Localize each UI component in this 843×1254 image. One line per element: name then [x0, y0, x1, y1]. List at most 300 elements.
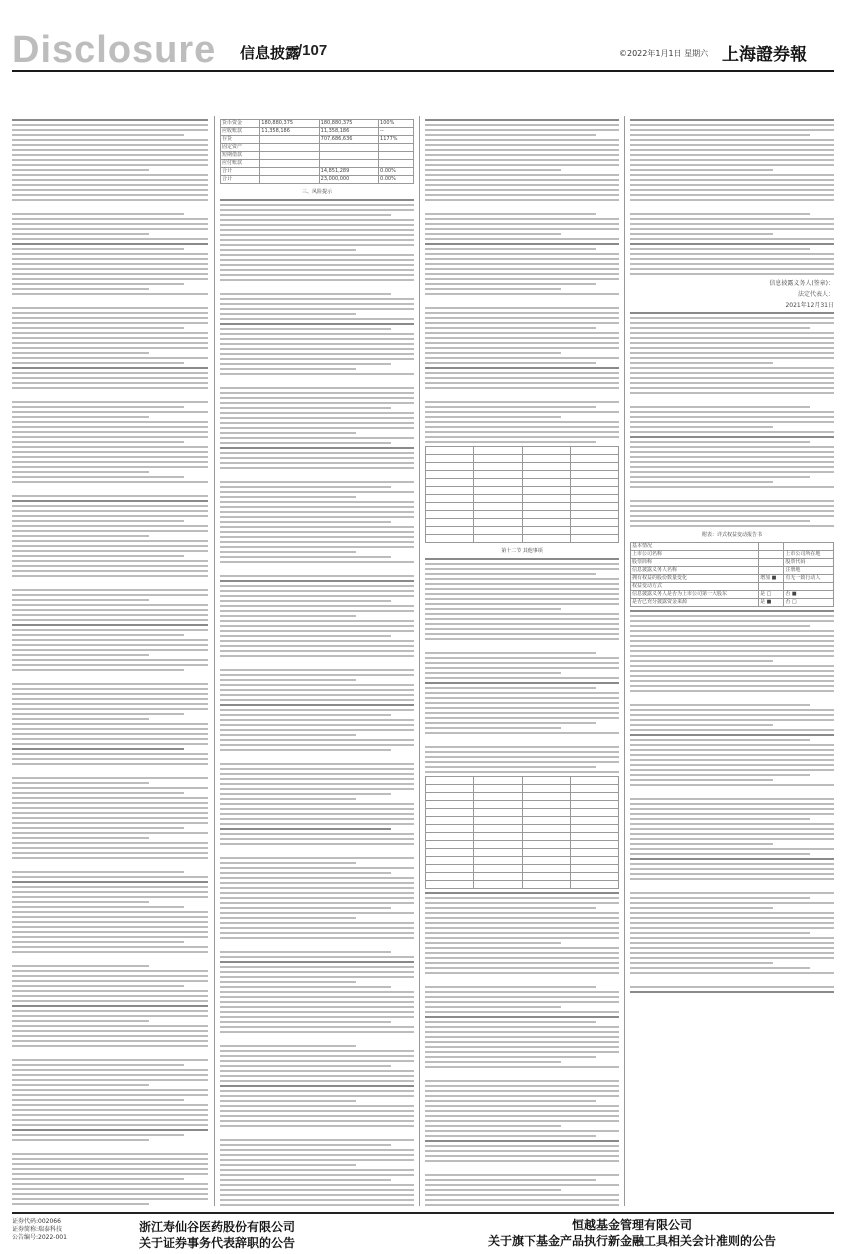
text-line [425, 907, 596, 909]
text-line [220, 689, 414, 691]
paragraph-gap [12, 1050, 208, 1056]
table-cell: 合计 [221, 168, 260, 176]
text-line [220, 986, 391, 988]
text-line [630, 769, 834, 771]
text-line [630, 853, 810, 855]
table-cell [570, 881, 618, 889]
text-line [220, 516, 414, 518]
table-cell: 短期借款 [221, 152, 260, 160]
text-line [630, 362, 773, 364]
table-cell [759, 559, 784, 567]
text-line [220, 209, 414, 211]
text-line [220, 823, 414, 825]
text-line [12, 500, 208, 502]
text-line [630, 263, 834, 265]
text-line [12, 1203, 149, 1205]
text-line [630, 937, 834, 939]
text-line [425, 436, 619, 438]
table-row [426, 447, 619, 455]
paragraph-block [12, 119, 208, 1206]
table-cell [570, 833, 618, 841]
text-line [425, 932, 619, 934]
paragraph-block [630, 610, 834, 993]
text-line [425, 771, 619, 773]
text-line [425, 421, 619, 423]
text-line [12, 733, 208, 735]
table-cell [522, 833, 570, 841]
text-line [12, 525, 208, 527]
text-line [425, 1115, 619, 1117]
text-line [630, 382, 834, 384]
text-line [12, 782, 149, 784]
table-row [426, 849, 619, 857]
text-line [12, 693, 208, 695]
text-line [12, 1119, 208, 1121]
text-line [220, 506, 414, 508]
text-line [220, 907, 391, 909]
text-line [12, 965, 149, 967]
table-cell [522, 487, 570, 495]
text-line [425, 347, 619, 349]
text-line [12, 401, 208, 403]
text-line [12, 194, 208, 196]
table-cell: -- [379, 128, 414, 136]
text-line [630, 655, 834, 657]
text-line [220, 892, 414, 894]
text-line [630, 461, 834, 463]
text-line [425, 707, 619, 709]
text-line [630, 972, 834, 974]
text-line [12, 1114, 208, 1116]
text-line [630, 719, 834, 721]
text-line [425, 677, 619, 679]
paragraph-gap [12, 674, 208, 680]
table-cell [426, 503, 474, 511]
text-line [630, 838, 834, 840]
table-cell [474, 777, 522, 785]
table-cell [474, 825, 522, 833]
paragraph-gap [630, 491, 834, 497]
text-line [630, 169, 773, 171]
text-line [12, 1188, 208, 1190]
text-line [425, 189, 619, 191]
table-cell [522, 527, 570, 535]
table-cell [522, 519, 570, 527]
table-row [426, 881, 619, 889]
text-line [220, 1026, 414, 1028]
text-line [630, 253, 834, 255]
text-line [12, 228, 208, 230]
text-line [425, 667, 619, 669]
text-line [630, 907, 773, 909]
table-cell [522, 463, 570, 471]
text-line [630, 848, 834, 850]
text-line [630, 273, 834, 275]
text-line [12, 288, 149, 290]
text-line [220, 412, 414, 414]
text-line [12, 753, 208, 755]
text-line [220, 887, 414, 889]
text-line [630, 129, 834, 131]
text-line [220, 937, 414, 939]
text-line [220, 1055, 414, 1057]
text-line [220, 264, 414, 266]
text-line [220, 1075, 414, 1077]
text-line [220, 1149, 414, 1151]
text-line [12, 258, 208, 260]
text-line [630, 139, 834, 141]
table-cell [474, 817, 522, 825]
table-cell [474, 881, 522, 889]
text-line [12, 985, 184, 987]
text-line [425, 317, 619, 319]
text-line [220, 640, 414, 642]
text-line [425, 1051, 619, 1053]
table-cell [522, 455, 570, 463]
text-line [12, 1178, 184, 1180]
text-line [630, 635, 834, 637]
text-line [220, 343, 414, 345]
table-cell [426, 817, 474, 825]
text-line [12, 842, 208, 844]
text-line [12, 352, 149, 354]
text-line [425, 1041, 619, 1043]
table-cell [570, 455, 618, 463]
table-row [426, 487, 619, 495]
text-line [12, 743, 208, 745]
text-line [220, 1169, 414, 1171]
text-line [12, 832, 208, 834]
text-line [220, 1065, 391, 1067]
table-cell [570, 777, 618, 785]
text-line [425, 578, 619, 580]
text-line [425, 372, 619, 374]
text-line [425, 942, 561, 944]
text-line [630, 858, 834, 860]
table-cell [260, 168, 319, 176]
text-line [12, 243, 208, 245]
table-cell [474, 487, 522, 495]
text-line [12, 777, 208, 779]
text-line [12, 1099, 184, 1101]
paragraph-gap [220, 848, 414, 854]
text-line [220, 244, 414, 246]
table-row [221, 144, 414, 152]
announcement-left [12, 1214, 420, 1254]
text-line [220, 679, 356, 681]
text-line [630, 213, 810, 215]
table-cell [570, 535, 618, 543]
text-line [630, 991, 834, 993]
table-cell [784, 543, 834, 551]
text-line [630, 510, 834, 512]
table-cell [570, 793, 618, 801]
text-line [630, 486, 834, 488]
table-cell [426, 793, 474, 801]
text-line [220, 318, 414, 320]
text-line [12, 495, 208, 497]
text-line [12, 1069, 208, 1071]
text-line [220, 976, 414, 978]
text-line [220, 961, 414, 963]
text-line [425, 593, 619, 595]
paragraph-gap [220, 660, 414, 666]
text-line [220, 1080, 414, 1082]
table-row [221, 120, 414, 128]
text-line [630, 833, 834, 835]
paragraph-gap [425, 298, 619, 304]
text-line [220, 1174, 414, 1176]
paragraph-gap [220, 566, 414, 572]
table-cell [426, 801, 474, 809]
text-line [12, 847, 208, 849]
paragraph-gap [425, 1071, 619, 1077]
text-line [425, 618, 619, 620]
text-line [630, 347, 834, 349]
text-line [220, 620, 414, 622]
text-line [220, 882, 414, 884]
brand-wordmark: Disclosure [12, 29, 217, 71]
text-line [220, 674, 414, 676]
table-cell: 是 □ [759, 591, 784, 599]
financial-table [220, 119, 414, 184]
text-line [425, 1184, 619, 1186]
text-line [12, 411, 208, 413]
text-line [425, 1110, 619, 1112]
text-line [220, 561, 414, 563]
text-line [12, 589, 208, 591]
text-line [12, 1059, 208, 1061]
text-line [12, 129, 208, 131]
text-line [12, 787, 208, 789]
table-cell [522, 447, 570, 455]
text-line [425, 1140, 619, 1142]
text-line [425, 1130, 619, 1132]
text-line [630, 154, 834, 156]
text-line [630, 808, 834, 810]
text-line [12, 406, 184, 408]
text-line [220, 531, 414, 533]
text-line [12, 802, 208, 804]
disclosure-summary-table [630, 542, 834, 607]
text-line [12, 520, 184, 522]
table-cell: 0.00% [379, 168, 414, 176]
text-line [425, 727, 561, 729]
text-line [630, 436, 834, 438]
text-line [12, 273, 208, 275]
text-line [630, 734, 834, 736]
text-line [12, 594, 208, 596]
paragraph-gap [630, 883, 834, 889]
paragraph-gap [12, 862, 208, 868]
issue-date: ©2022年1月1日 星期六 [619, 49, 709, 58]
table-row [426, 865, 619, 873]
text-line [12, 807, 208, 809]
table-cell [474, 785, 522, 793]
text-line [220, 358, 414, 360]
table-cell [426, 535, 474, 543]
text-line [12, 876, 208, 878]
text-line [220, 922, 414, 924]
text-line [12, 466, 208, 468]
table-row [426, 503, 619, 511]
text-line [12, 342, 208, 344]
table-cell [570, 809, 618, 817]
column-divider [419, 116, 420, 1206]
text-line [630, 372, 834, 374]
text-line [12, 941, 184, 943]
table-cell: 0.00% [379, 176, 414, 184]
announcement-title: 浙江寿仙谷医药股份有限公司 [138, 1220, 295, 1234]
text-line [630, 784, 834, 786]
text-line [12, 213, 184, 215]
text-line [220, 511, 414, 513]
text-line [12, 624, 208, 626]
text-line [425, 761, 619, 763]
text-line [12, 609, 208, 611]
text-line [220, 521, 391, 523]
text-line [630, 134, 810, 136]
text-line [220, 838, 414, 840]
text-line [425, 1046, 619, 1048]
text-line [425, 169, 561, 171]
text-line [425, 957, 619, 959]
paragraph-block [425, 558, 619, 773]
table-cell [522, 809, 570, 817]
masthead [12, 28, 834, 72]
text-line [425, 332, 619, 334]
text-line [12, 233, 149, 235]
text-line [630, 749, 834, 751]
paragraph-gap [425, 204, 619, 210]
table-cell [570, 801, 618, 809]
table-cell: 11,358,186 [260, 128, 319, 136]
text-line [220, 813, 414, 815]
paragraph-gap [220, 1130, 414, 1136]
text-line [630, 520, 810, 522]
text-line [630, 446, 834, 448]
text-line [220, 486, 391, 488]
text-line [425, 692, 619, 694]
text-line [630, 610, 834, 612]
text-line [425, 927, 619, 929]
table-cell [260, 136, 319, 144]
table-row [426, 777, 619, 785]
text-line [12, 975, 208, 977]
table-row [426, 495, 619, 503]
text-line [630, 690, 834, 692]
text-line [220, 1090, 414, 1092]
text-line [220, 447, 414, 449]
text-line [630, 223, 834, 225]
text-line [425, 406, 596, 408]
text-line [425, 1031, 619, 1033]
text-line [12, 792, 184, 794]
text-line [220, 1139, 414, 1141]
text-line [630, 406, 810, 408]
text-line [12, 179, 208, 181]
text-line [220, 462, 414, 464]
announcement-title: 恒越基金管理有限公司 [571, 1218, 692, 1232]
text-line [220, 917, 356, 919]
text-line [220, 526, 414, 528]
text-line [425, 233, 561, 235]
text-line [425, 657, 619, 659]
text-line [220, 328, 391, 330]
text-line [425, 263, 619, 265]
text-line [630, 764, 834, 766]
text-line [630, 337, 834, 339]
text-line [425, 1204, 619, 1206]
text-line [12, 1074, 208, 1076]
paragraph-gap [12, 768, 208, 774]
text-line [220, 818, 414, 820]
text-line [630, 986, 834, 988]
table-cell [474, 841, 522, 849]
text-line [630, 823, 834, 825]
text-line [630, 431, 834, 433]
text-line [630, 327, 810, 329]
text-line [220, 1050, 414, 1052]
text-line [425, 124, 619, 126]
paragraph-block [630, 312, 834, 527]
text-line [220, 1110, 414, 1112]
paragraph-gap [220, 754, 414, 760]
text-line [220, 739, 414, 741]
table-cell [570, 511, 618, 519]
table-cell [759, 543, 784, 551]
text-line [220, 249, 356, 251]
text-line [630, 164, 834, 166]
table-cell: 合计 [221, 176, 260, 184]
text-line [12, 421, 208, 423]
text-line [12, 461, 208, 463]
text-line [12, 436, 208, 438]
text-line [630, 218, 834, 220]
text-line [220, 407, 391, 409]
paragraph-gap [425, 1165, 619, 1171]
text-line [425, 588, 619, 590]
text-line [220, 803, 414, 805]
table-row [631, 575, 834, 583]
text-line [425, 1155, 619, 1157]
table-cell [570, 841, 618, 849]
text-line [630, 505, 834, 507]
table-row [426, 471, 619, 479]
text-line [220, 1115, 414, 1117]
text-line [425, 1120, 619, 1122]
text-line [220, 1016, 414, 1018]
table-cell [474, 865, 522, 873]
text-line [630, 927, 834, 929]
text-line [630, 645, 834, 647]
table-cell [570, 527, 618, 535]
table-cell [474, 519, 522, 527]
table-row [426, 857, 619, 865]
text-line [425, 1189, 561, 1191]
table-row [221, 160, 414, 168]
text-line [425, 441, 596, 443]
text-line [12, 416, 149, 418]
table-row [426, 793, 619, 801]
text-line [630, 704, 810, 706]
table-cell [474, 849, 522, 857]
table-cell [474, 503, 522, 511]
table-cell [474, 479, 522, 487]
subsection-heading: 第十二节 其他事项 [501, 548, 543, 554]
text-line [630, 159, 834, 161]
text-line [630, 426, 773, 428]
